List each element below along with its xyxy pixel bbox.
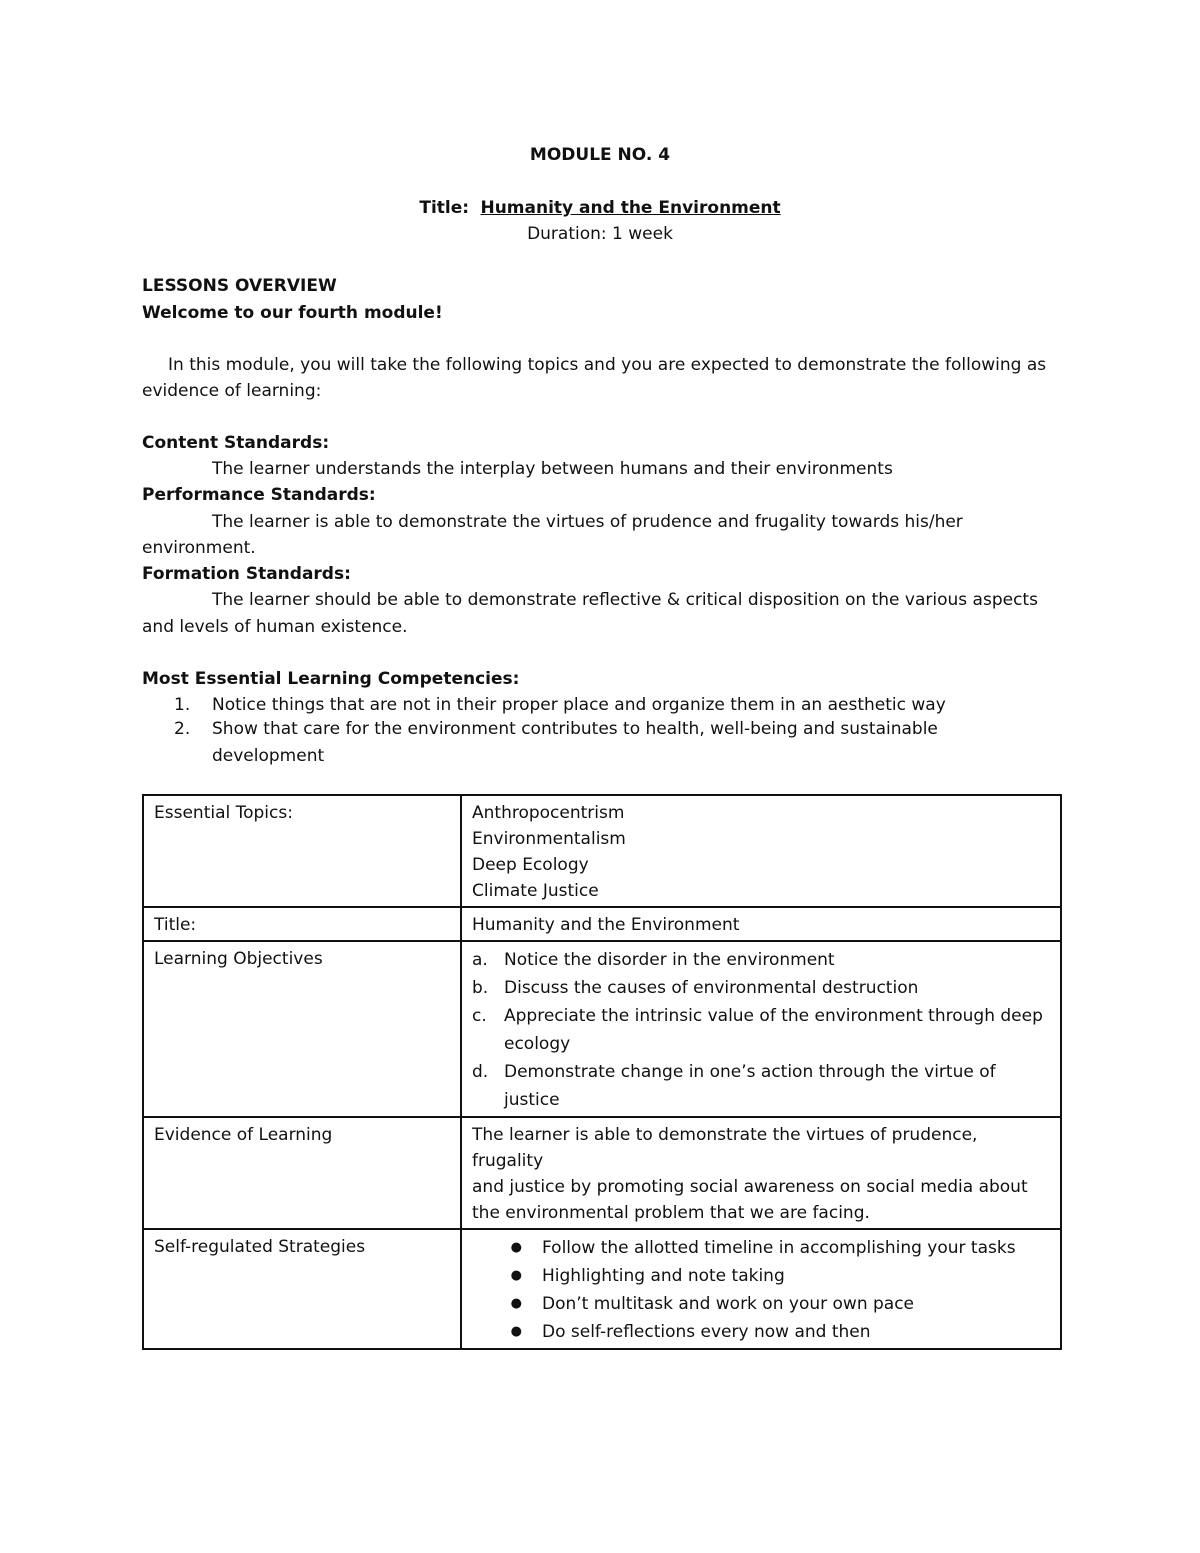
welcome-text: Welcome to our fourth module!: [142, 303, 443, 323]
list-item: [472, 946, 1050, 974]
formation-standards-line1: The learner should be able to demonstrate reflective & critical disposition on the various aspects: [212, 590, 1038, 610]
evidence-cell: [461, 1117, 1061, 1229]
objective-text: Discuss the causes of environmental destruction: [504, 978, 919, 998]
list-item: Environmentalism: [472, 829, 626, 849]
strategies-list: [472, 1234, 1050, 1346]
objective-text: Demonstrate change in one’s action through the virtue of: [504, 1062, 996, 1082]
list-marker: c.: [472, 1006, 487, 1026]
learning-objectives-list: [472, 946, 1050, 1114]
title-row-value: Humanity and the Environment: [461, 907, 1061, 941]
performance-standards-line1: The learner is able to demonstrate the virtues of prudence and frugality towards his/her: [212, 512, 963, 532]
content-standards-label: Content Standards:: [142, 433, 330, 453]
objective-text-continued: ecology: [504, 1034, 571, 1054]
essential-topics-list: [472, 800, 1050, 904]
formation-standards-line2: and levels of human existence.: [142, 617, 408, 637]
strategy-text: Highlighting and note taking: [542, 1266, 785, 1286]
list-marker: a.: [472, 950, 488, 970]
title-row-label: Title:: [143, 907, 461, 941]
list-item: [472, 1030, 1050, 1058]
duration: Duration: 1 week: [527, 224, 673, 244]
strategy-text: Don’t multitask and work on your own pace: [542, 1294, 915, 1314]
competency-number: 2.: [174, 719, 191, 739]
module-number: MODULE NO. 4: [529, 145, 671, 165]
competency-text: Show that care for the environment contributes to health, well-being and sustainable: [212, 719, 938, 739]
essential-topics-label: Essential Topics:: [143, 795, 461, 907]
list-marker: d.: [472, 1062, 489, 1082]
objective-text-continued: justice: [504, 1090, 560, 1110]
list-item: Deep Ecology: [472, 855, 589, 875]
evidence-line: and justice by promoting social awareness on social media about: [472, 1177, 1028, 1197]
list-item: Anthropocentrism: [472, 803, 625, 823]
learning-objectives-label: Learning Objectives: [143, 941, 461, 1117]
strategies-label: Self-regulated Strategies: [143, 1229, 461, 1349]
bullet-icon: ●: [510, 1296, 522, 1311]
title-value: Humanity and the Environment: [480, 198, 781, 218]
evidence-line: The learner is able to demonstrate the virtues of prudence, frugality: [472, 1125, 978, 1171]
table-row: [143, 941, 1061, 1117]
list-item: Climate Justice: [472, 881, 599, 901]
bullet-icon: ●: [510, 1268, 522, 1283]
list-item: [472, 1290, 1050, 1318]
intro-text-line2: evidence of learning:: [142, 381, 322, 401]
strategy-text: Follow the allotted timeline in accomplishing your tasks: [542, 1238, 1016, 1258]
list-item: [472, 1318, 1050, 1346]
strategy-text: Do self-reflections every now and then: [542, 1322, 871, 1342]
module-overview-table: [142, 794, 1062, 1350]
table-row: [143, 907, 1061, 941]
bullet-icon: ●: [510, 1240, 522, 1255]
list-item: [472, 1234, 1050, 1262]
bullet-icon: ●: [510, 1324, 522, 1339]
intro-text-line1: In this module, you will take the following topics and you are expected to demonstrate the following as: [168, 355, 1047, 375]
overview-heading: LESSONS OVERVIEW: [142, 276, 337, 296]
performance-standards-label: Performance Standards:: [142, 485, 376, 505]
list-marker: b.: [472, 978, 489, 998]
competency-text: Notice things that are not in their proper place and organize them in an aesthetic way: [212, 695, 946, 715]
competency-text-continued: development: [212, 746, 325, 766]
list-item: [472, 974, 1050, 1002]
essential-topics-cell: [461, 795, 1061, 907]
objective-text: Appreciate the intrinsic value of the environment through deep: [504, 1006, 1043, 1026]
list-item: [472, 1262, 1050, 1290]
list-item: [472, 1002, 1050, 1030]
objective-text: Notice the disorder in the environment: [504, 950, 835, 970]
evidence-line: the environmental problem that we are facing.: [472, 1203, 870, 1223]
competencies-heading: Most Essential Learning Competencies:: [142, 669, 520, 689]
table-row: [143, 1117, 1061, 1229]
evidence-label: Evidence of Learning: [143, 1117, 461, 1229]
table-row: [143, 1229, 1061, 1349]
learning-objectives-cell: [461, 941, 1061, 1117]
table-row: [143, 795, 1061, 907]
module-title-line: [0, 197, 1200, 219]
title-label: Title:: [419, 198, 470, 218]
strategies-cell: [461, 1229, 1061, 1349]
performance-standards-line2: environment.: [142, 538, 256, 558]
content-standards-text: The learner understands the interplay between humans and their environments: [212, 459, 893, 479]
list-item: [472, 1058, 1050, 1086]
formation-standards-label: Formation Standards:: [142, 564, 351, 584]
competency-number: 1.: [174, 695, 191, 715]
list-item: [472, 1086, 1050, 1114]
